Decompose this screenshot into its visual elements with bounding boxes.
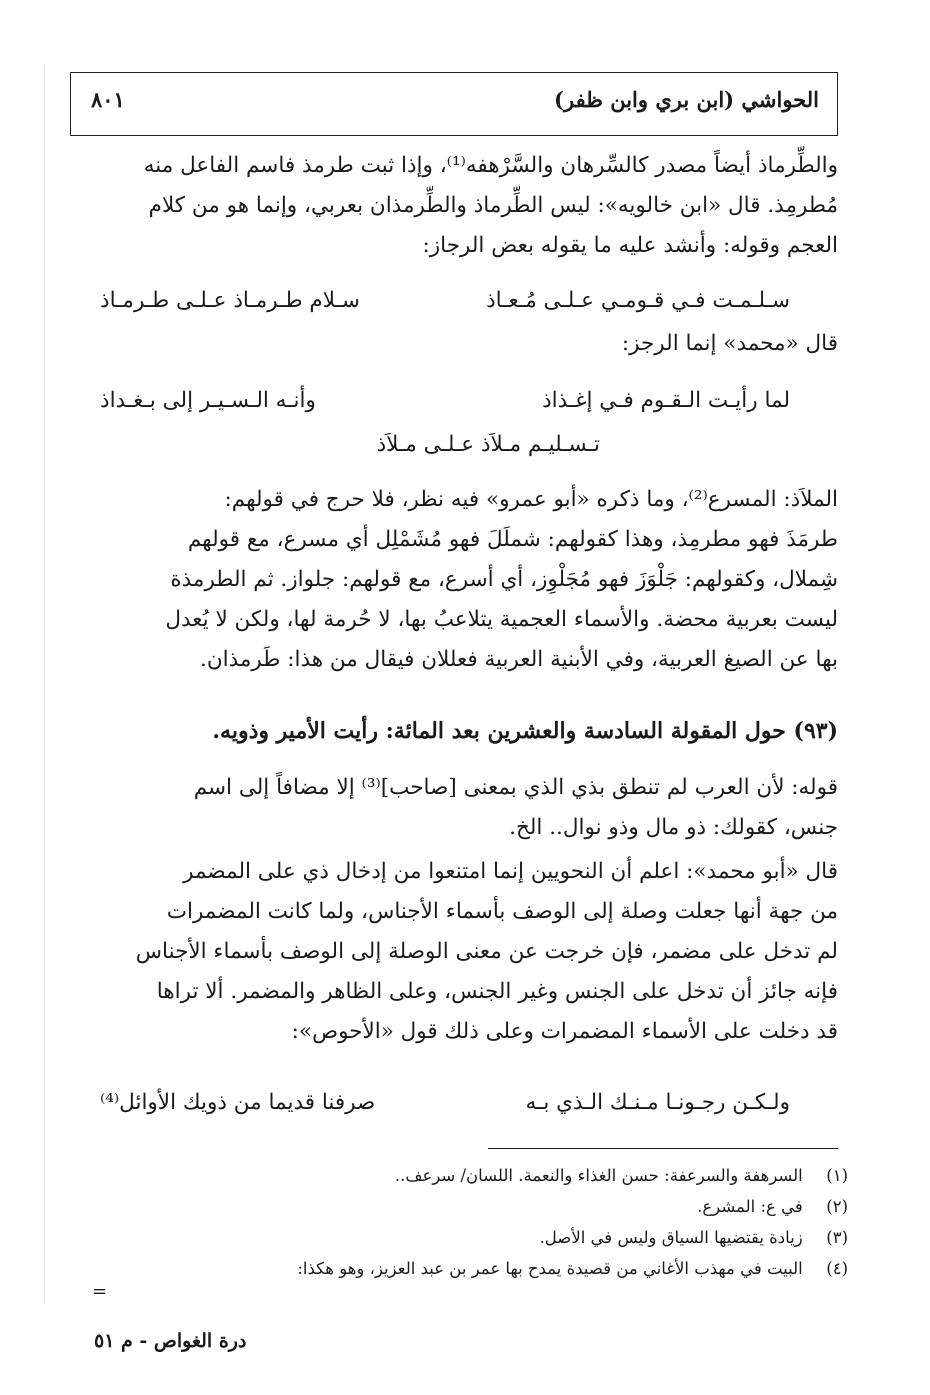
footnote	[128, 1222, 848, 1253]
footnote-text: البيت في مهذب الأغاني من قصيدة يمدح بها عمر بن عبد العزيز، وهو هكذا:	[297, 1259, 803, 1278]
running-header	[70, 72, 838, 136]
text-line: العجم وقوله: وأنشد عليه ما يقوله بعض الرجاز:	[422, 233, 838, 258]
verse-first-hemistich: لما رأيـت الـقـوم فـي إغـذاذ	[542, 388, 790, 413]
footnote-text: في ع: المشرع.	[697, 1197, 803, 1216]
verse-1	[100, 288, 790, 328]
section-heading: (٩٣) حول المقولة السادسة والعشرين بعد المائة: رأيت الأمير وذويه.	[212, 718, 838, 744]
verse-second-hemistich: صرفنا قديما من ذويك الأوائل⁽⁴⁾	[100, 1090, 376, 1115]
footnote	[128, 1160, 848, 1191]
paragraph-3	[72, 768, 838, 848]
text-line: من جهة أنها جعلت وصلة إلى الوصف بأسماء الأجناس، ولما كانت المضمرات	[166, 899, 838, 924]
paragraph-2	[72, 480, 838, 680]
footnote-number: (٤)	[826, 1259, 848, 1278]
scan-gutter-line	[44, 64, 45, 1304]
footnote	[128, 1253, 848, 1284]
text-line: فإنه جائز أن تدخل على الجنس وغير الجنس، وعلى الظاهر والمضمر. ألا تراها	[156, 979, 838, 1004]
paragraph-4	[72, 852, 838, 1052]
verse-second-hemistich: وأنـه الـسـيـر إلى بـغـداذ	[100, 388, 316, 413]
footnote-separator	[488, 1148, 838, 1149]
text-line: الملاَذ: المسرع⁽²⁾، وما ذكره «أبو عمرو» فيه نظر، فلا حرج في قولهم:	[224, 487, 838, 512]
text-line: قال «محمد» إنما الرجز:	[621, 331, 838, 356]
footnote-text: زيادة يقتضيها السياق وليس في الأصل.	[539, 1228, 803, 1247]
verse-2	[100, 388, 790, 428]
verse-4	[100, 1090, 790, 1130]
footnote-text: السرهفة والسرعفة: حسن الغذاء والنعمة. اللسان/ سرعف..	[394, 1166, 803, 1185]
verse-3	[100, 432, 790, 472]
signature-footer: درة الغواص - م ٥١	[94, 1330, 247, 1352]
text-line: جنس، كقولك: ذو مال وذو نوال.. الخ.	[509, 815, 838, 840]
header-title: الحواشي (ابن بري وابن ظفر)	[554, 87, 819, 112]
verse-first-hemistich: ولـكـن رجـونـا مـنـك الـذي بـه	[525, 1090, 790, 1115]
text-line: ليست بعربية محضة. والأسماء العجمية يتلاعبُ بها، لا حُرمة لها، ولكن لا يُعدل	[165, 607, 838, 632]
text-line: لم تدخل على مضمر، فإن خرجت عن معنى الوصلة إلى الوصف بأسماء الأجناس	[135, 939, 838, 964]
verse-line: تـسـليـم مـلاَذ عـلـى مـلاَذ	[376, 432, 600, 457]
footnote-number: (١)	[826, 1166, 848, 1185]
paragraph-1	[72, 146, 838, 266]
text-line: قد دخلت على الأسماء المضمرات وعلى ذلك قول «الأحوص»:	[291, 1019, 838, 1044]
text-line: بها عن الصيغ العربية، وفي الأبنية العربية فعللان فيقال من هذا: طَرمذان.	[200, 647, 838, 672]
paragraph-muhammad	[72, 324, 838, 364]
footnote-number: (٣)	[826, 1228, 848, 1247]
continuation-mark: =	[92, 1281, 108, 1302]
verse-second-hemistich: سـلام طـرمـاذ عـلـى طـرمـاذ	[100, 288, 360, 313]
footnotes	[128, 1160, 848, 1284]
footnote	[128, 1191, 848, 1222]
footnote-number: (٢)	[826, 1197, 848, 1216]
text-line: مُطرمِذ. قال «ابن خالويه»: ليس الطِّرماذ والطِّرمذان بعربي، وإنما هو من كلام	[148, 193, 838, 218]
text-line: قال «أبو محمد»: اعلم أن النحويين إنما امتنعوا من إدخال ذي على المضمر	[183, 859, 838, 884]
text-line: قوله: لأن العرب لم تنطق بذي الذي بمعنى [صاحب]⁽³⁾ إلا مضافاً إلى اسم	[193, 775, 838, 800]
page-number: ٨٠١	[91, 87, 125, 112]
text-line: طرمَذَ فهو مطرمِذ، وهذا كقولهم: شملَلَ فهو مُشَمْلِل أي مسرع، مع قولهم	[187, 527, 838, 552]
text-line: والطِّرماذ أيضاً مصدر كالسِّرهان والسَّرْهفه⁽¹⁾، وإذا ثبت طرمذ فاسم الفاعل منه	[143, 153, 838, 178]
verse-first-hemistich: سـلـمـت فـي قـومـي عـلـى مُـعـاذ	[486, 288, 790, 313]
text-line: شِملال، وكقولهم: جَلْوَزَ فهو مُجَلْوِز، أي أسرع، مع قولهم: جلواز. ثم الطرمذة	[170, 567, 838, 592]
